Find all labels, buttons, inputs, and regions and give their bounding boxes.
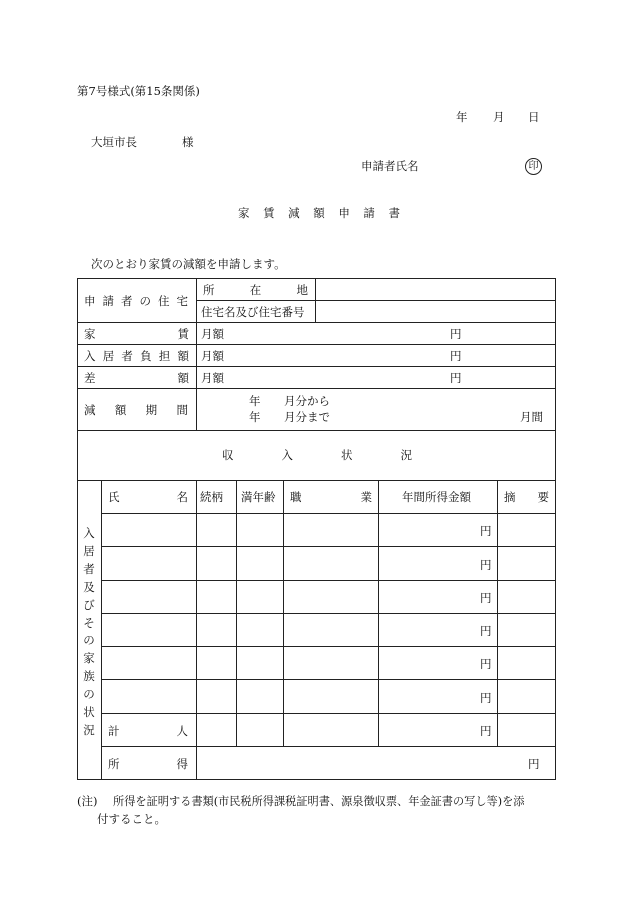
period-label: 減 額 期 間 (84, 403, 188, 417)
total-yen: 円 (480, 724, 492, 738)
date-year-label: 年 (456, 110, 468, 124)
form-number: 第7号様式(第15条関係) (77, 84, 200, 98)
family-status-label: 入 居 者 及 び そ の 家 族 の 状 況 (83, 526, 95, 737)
row-yen: 円 (480, 591, 492, 605)
title-char: 減 (288, 206, 300, 220)
row-yen: 円 (480, 624, 492, 638)
burden-monthly-label: 月額 (201, 349, 224, 363)
row-yen: 円 (480, 558, 492, 572)
intro-text: 次のとおり家賃の減額を申請します。 (91, 257, 286, 271)
date-day-label: 日 (528, 110, 540, 124)
difference-label: 差 額 (84, 371, 189, 385)
rent-label: 家 賃 (84, 327, 189, 341)
total-label: 計 人 (108, 724, 188, 738)
title-char: 請 (363, 206, 375, 220)
addressee-mayor: 大垣市長 (91, 135, 137, 149)
title-char: 申 (338, 206, 350, 220)
note-line1: 所得を証明する書類(市民税所得課税証明書、源泉徴収票、年金証書の写し等)を添 (113, 795, 525, 808)
addressee-sama: 様 (182, 135, 194, 149)
residence-label: 申 請 者 の 住 宅 (84, 294, 188, 308)
income-label: 所 得 (108, 757, 188, 771)
date-month-label: 月 (493, 110, 505, 124)
difference-monthly-label: 月額 (201, 371, 224, 385)
row-yen: 円 (480, 691, 492, 705)
title-char: 家 (238, 206, 250, 220)
note-prefix: (注) (77, 794, 98, 808)
header-age: 満年齢 (241, 490, 276, 504)
row-yen: 円 (480, 657, 492, 671)
period-to-month: 月分まで (284, 410, 330, 424)
header-income: 年間所得金額 (402, 490, 471, 504)
period-to-year: 年 (249, 410, 261, 424)
row-yen: 円 (480, 524, 492, 538)
location-label: 所 在 地 (203, 283, 308, 297)
title-char: 書 (388, 206, 400, 220)
rent-yen: 円 (450, 327, 462, 341)
period-from-year: 年 (249, 394, 261, 408)
burden-yen: 円 (450, 349, 462, 363)
income-status-title: 収 入 状 況 (222, 448, 412, 462)
header-job: 職 業 (290, 490, 372, 504)
income-yen: 円 (528, 757, 540, 771)
header-note: 摘 要 (504, 490, 549, 504)
title-char: 賃 (263, 206, 275, 220)
title-char: 額 (313, 206, 325, 220)
period-months: 月間 (520, 410, 543, 424)
seal-mark: 印 (525, 158, 542, 175)
tenant-burden-label: 入 居 者 負 担 額 (84, 349, 189, 363)
rent-monthly-label: 月額 (201, 327, 224, 341)
header-name: 氏 名 (108, 490, 188, 504)
form-title (238, 205, 400, 221)
applicant-name-label: 申請者氏名 (361, 159, 419, 173)
period-from-month: 月分から (284, 394, 330, 408)
house-name-label: 住宅名及び住宅番号 (201, 305, 305, 319)
header-relation: 続柄 (200, 490, 223, 504)
note-line2: 付すること。 (97, 812, 166, 826)
difference-yen: 円 (450, 371, 462, 385)
